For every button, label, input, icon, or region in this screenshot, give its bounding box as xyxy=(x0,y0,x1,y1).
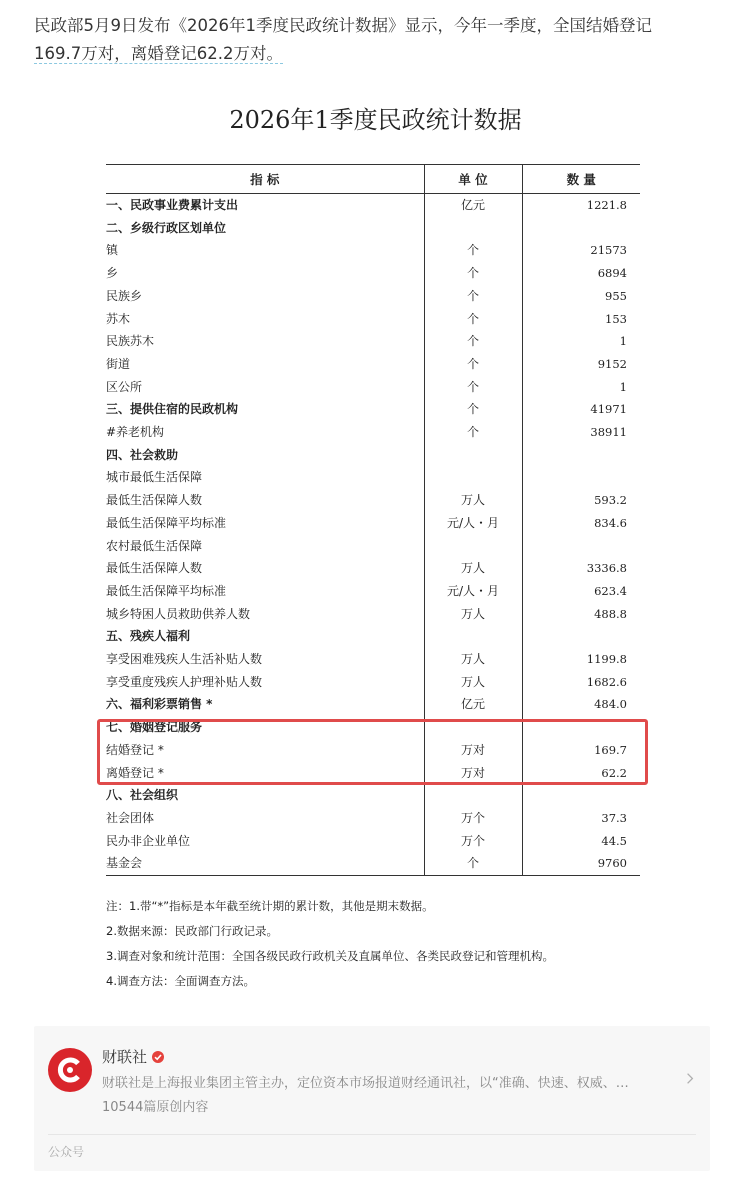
value-cell: 9152 xyxy=(522,353,640,376)
indicator-cell: 区公所 xyxy=(106,379,143,394)
indicator-cell: 基金会 xyxy=(106,852,424,875)
unit-cell: 万人 xyxy=(424,603,522,626)
table-row xyxy=(106,784,640,807)
unit-cell: 个 xyxy=(424,421,522,444)
table-row xyxy=(106,489,640,512)
table-header-row xyxy=(106,165,640,194)
unit-cell: 万人 xyxy=(424,648,522,671)
unit-cell: 个 xyxy=(424,376,522,399)
indicator-cell: 街道 xyxy=(106,356,131,371)
value-cell: 1 xyxy=(522,376,640,399)
cls-logo-icon xyxy=(48,1048,92,1092)
table-row xyxy=(106,580,640,603)
value-cell: 6894 xyxy=(522,262,640,285)
table-row xyxy=(106,693,640,716)
indicator-cell: 七、婚姻登记服务 xyxy=(106,720,203,735)
table-row xyxy=(106,671,640,694)
value-cell: 1221.8 xyxy=(522,194,640,217)
unit-cell xyxy=(424,625,522,648)
indicator-cell: 城市最低生活保障 xyxy=(106,470,203,485)
indicator-cell: 二、乡级行政区划单位 xyxy=(106,220,227,235)
table-row xyxy=(106,557,640,580)
marriage-registration-highlight-box xyxy=(97,719,648,785)
unit-cell: 万人 xyxy=(424,671,522,694)
indicator-cell: 城乡特困人员救助供养人数 xyxy=(106,606,251,621)
indicator-cell: 农村最低生活保障 xyxy=(106,538,203,553)
value-cell: 1682.6 xyxy=(522,671,640,694)
header-unit: 单 位 xyxy=(424,165,522,194)
unit-cell: 个 xyxy=(424,285,522,308)
unit-cell: 万个 xyxy=(424,807,522,830)
table-row xyxy=(106,852,640,875)
table-notes xyxy=(106,896,554,996)
indicator-cell: 社会团体 xyxy=(106,810,155,825)
indicator-cell: 一、民政事业费累计支出 xyxy=(106,198,239,212)
table-row xyxy=(106,466,640,489)
indicator-cell: 乡 xyxy=(106,266,119,281)
indicator-cell: 享受重度残疾人护理补贴人数 xyxy=(106,674,263,689)
unit-cell xyxy=(424,535,522,558)
account-name: 财联社 xyxy=(102,1048,148,1066)
indicator-cell: 四、社会救助 xyxy=(106,447,179,462)
value-cell: 38911 xyxy=(522,421,640,444)
table-row xyxy=(106,285,640,308)
table-row xyxy=(106,603,640,626)
official-account-card[interactable] xyxy=(34,1026,710,1171)
table-row xyxy=(106,376,640,399)
unit-cell: 万个 xyxy=(424,830,522,853)
unit-cell: 个 xyxy=(424,262,522,285)
indicator-cell: 最低生活保障平均标准 xyxy=(106,583,227,598)
value-cell: 1199.8 xyxy=(522,648,640,671)
intro-line-2: 169.7万对，离婚登记62.2万对。 xyxy=(34,44,283,63)
indicator-cell: 最低生活保障人数 xyxy=(106,561,203,576)
indicator-cell: 民族乡 xyxy=(106,288,143,303)
unit-cell: 亿元 xyxy=(424,693,522,716)
unit-cell: 元/人・月 xyxy=(424,580,522,603)
indicator-cell: 享受困难残疾人生活补贴人数 xyxy=(106,652,263,667)
value-cell: 834.6 xyxy=(522,512,640,535)
value-cell: 41971 xyxy=(522,398,640,421)
card-divider xyxy=(48,1134,696,1135)
note-2: 2.数据来源：民政部门行政记录。 xyxy=(106,924,278,938)
value-cell: 169.7 xyxy=(522,739,640,762)
unit-cell: 万对 xyxy=(424,739,522,762)
value-cell: 623.4 xyxy=(522,580,640,603)
value-cell: 21573 xyxy=(522,239,640,262)
value-cell: 593.2 xyxy=(522,489,640,512)
unit-cell: 万人 xyxy=(424,489,522,512)
value-cell: 484.0 xyxy=(522,693,640,716)
table-row xyxy=(106,807,640,830)
indicator-cell: 三、提供住宿的民政机构 xyxy=(106,402,239,417)
indicator-cell: 最低生活保障平均标准 xyxy=(106,515,227,530)
unit-cell xyxy=(424,466,522,489)
note-1: 注：1.带“*”指标是本年截至统计期的累计数，其他是期末数据。 xyxy=(106,899,434,913)
unit-cell: 个 xyxy=(424,353,522,376)
note-4: 4.调查方法：全面调查方法。 xyxy=(106,974,255,988)
unit-cell xyxy=(424,444,522,467)
value-cell: 37.3 xyxy=(522,807,640,830)
value-cell: 9760 xyxy=(522,852,640,875)
value-cell: 488.8 xyxy=(522,603,640,626)
source-label: 公众号 xyxy=(48,1145,85,1159)
table-row xyxy=(106,625,640,648)
indicator-cell: 民族苏木 xyxy=(106,334,155,349)
article-intro xyxy=(34,12,724,68)
unit-cell: 万对 xyxy=(424,762,522,785)
intro-line-1: 民政部5月9日发布《2026年1季度民政统计数据》显示，今年一季度，全国结婚登记 xyxy=(34,16,652,35)
table-row xyxy=(106,217,640,240)
account-description: 财联社是上海报业集团主管主办，定位资本市场报道财经通讯社，以“准确、快速、权威、… xyxy=(102,1076,629,1091)
value-cell: 955 xyxy=(522,285,640,308)
indicator-cell: #养老机构 xyxy=(106,425,165,440)
value-cell: 62.2 xyxy=(522,762,640,785)
article-count: 10544篇原创内容 xyxy=(102,1100,209,1115)
table-row xyxy=(106,648,640,671)
value-cell: 44.5 xyxy=(522,830,640,853)
unit-cell: 个 xyxy=(424,239,522,262)
unit-cell: 个 xyxy=(424,330,522,353)
indicator-cell: 民办非企业单位 xyxy=(106,833,191,848)
unit-cell xyxy=(424,784,522,807)
document-title: 2026年1季度民政统计数据 xyxy=(229,106,522,134)
table-row xyxy=(106,262,640,285)
chevron-right-icon[interactable] xyxy=(686,1070,694,1089)
value-cell xyxy=(522,444,640,467)
note-3: 3.调查对象和统计范围：全国各级民政行政机关及直属单位、各类民政登记和管理机构。 xyxy=(106,949,554,963)
indicator-cell: 结婚登记 * xyxy=(106,742,164,757)
verified-badge-icon xyxy=(152,1051,164,1063)
table-row xyxy=(106,830,640,853)
value-cell xyxy=(522,784,640,807)
unit-cell xyxy=(424,217,522,240)
unit-cell: 元/人・月 xyxy=(424,512,522,535)
table-row xyxy=(106,398,640,421)
value-cell: 1 xyxy=(522,330,640,353)
unit-cell: 个 xyxy=(424,398,522,421)
value-cell: 3336.8 xyxy=(522,557,640,580)
value-cell xyxy=(522,625,640,648)
table-row xyxy=(106,308,640,331)
indicator-cell: 六、福利彩票销售 * xyxy=(106,697,213,712)
header-indicator: 指 标 xyxy=(106,165,424,194)
value-cell: 153 xyxy=(522,308,640,331)
table-row xyxy=(106,535,640,558)
unit-cell: 个 xyxy=(424,308,522,331)
unit-cell: 万人 xyxy=(424,557,522,580)
header-quantity: 数 量 xyxy=(522,165,640,194)
value-cell xyxy=(522,466,640,489)
table-row xyxy=(106,444,640,467)
table-row xyxy=(106,194,640,217)
table-row xyxy=(106,421,640,444)
indicator-cell: 八、社会组织 xyxy=(106,788,179,803)
table-row xyxy=(106,330,640,353)
table-row xyxy=(106,512,640,535)
value-cell xyxy=(522,217,640,240)
unit-cell: 个 xyxy=(424,852,522,875)
indicator-cell: 苏木 xyxy=(106,311,131,326)
unit-cell: 亿元 xyxy=(424,194,522,217)
table-row xyxy=(106,353,640,376)
table-row xyxy=(106,239,640,262)
indicator-cell: 五、残疾人福利 xyxy=(106,629,191,644)
account-name-row xyxy=(102,1046,164,1067)
indicator-cell: 离婚登记 * xyxy=(106,765,164,780)
value-cell xyxy=(522,535,640,558)
indicator-cell: 最低生活保障人数 xyxy=(106,493,203,508)
indicator-cell: 镇 xyxy=(106,243,119,258)
